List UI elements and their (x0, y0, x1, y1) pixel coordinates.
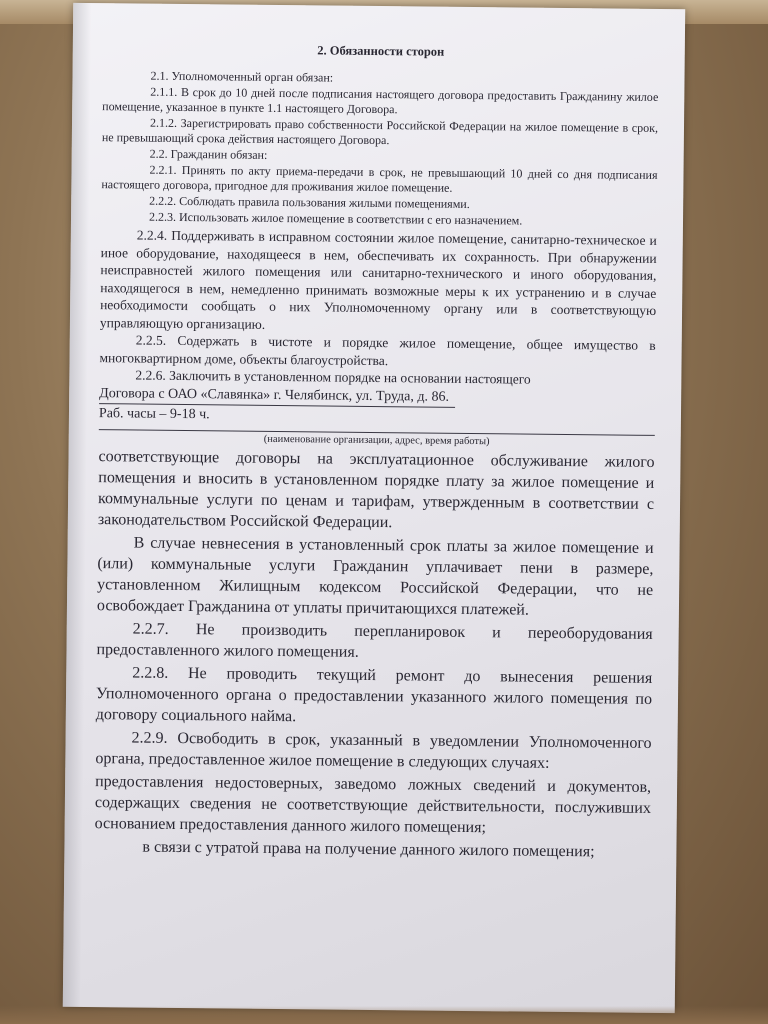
organization-fill-line: Договора с ОАО «Славянка» г. Челябинск, ул. Труда, д. 86. (99, 385, 455, 408)
clause-2-2-9-case-2: в связи с утратой права на получение данного жилого помещения; (142, 838, 595, 860)
clauses-small-text (101, 68, 659, 230)
clause-2-2-7: 2.2.7. Не производить перепланировок и переоборудования предоставленного жилого помещения. (96, 619, 653, 661)
clause-2-2-2: 2.2.2. Соблюдать правила пользования жилыми помещениями. (149, 193, 470, 211)
clause-2-2-3: 2.2.3. Использовать жилое помещение в соответствии с его назначением. (148, 209, 523, 228)
clause-2-2-8: 2.2.8. Не проводить текущий ремонт до вынесения решения Уполномоченного органа о предоставлении указанного жилого помещения по договору социального найма. (95, 663, 653, 725)
page-edge-shadow (63, 3, 92, 1007)
clause-2-2: 2.2. Гражданин обязан: (149, 146, 268, 162)
section-heading: 2. Обязанности сторон (317, 43, 445, 59)
clause-2-2-1: 2.2.1. Принять по акту приема-передачи в срок, не превышающий 10 дней со дня подписания настоящего договора, пригодное для проживания жилое помещение. (101, 162, 658, 195)
clause-2-2-6: 2.2.6. Заключить в установленном порядке на основании настоящего (135, 367, 531, 387)
organization-fill-in (99, 384, 656, 450)
penalty-paragraph: В случае невнесения в установленный срок платы за жилое помещение и (или) коммунальные услуги Гражданин уплачивает пени в размере, установленном Жилищным кодексом Российской Федерации, что не освобождает Гражданина от уплаты причитающихся платежей. (96, 533, 654, 619)
clause-2-2-5: 2.2.5. Содержать в чистоте и порядке жилое помещение, общее имущество в многоквартирном доме, объекты благоустройства. (99, 332, 656, 368)
clause-2-2-6-continuation: соответствующие договоры на эксплуатационное обслуживание жилого помещения и вносить в установленном порядке плату за жилое помещение и коммунальные услуги по ценам и тарифам, утвержденным в соответствии с законодательством Российской Федерации. (97, 447, 655, 531)
clause-2-2-9: 2.2.9. Освободить в срок, указанный в уведомлении Уполномоченного органа, предоставленное жилое помещение в следующих случаях: (95, 728, 652, 772)
clause-2-1-1: 2.1.1. В срок до 10 дней после подписания настоящего договора предоставить Гражданину жилое помещение, указанное в пункте 1.1 настоящего Договора. (102, 84, 659, 117)
clauses-medium-text (99, 226, 657, 389)
clause-2-2-4: 2.2.4. Поддерживать в исправном состоянии жилое помещение, санитарно-техническое и иное оборудование, находящееся в нем, обеспечивать их сохранность. При обнаружении неисправностей жилого помещения или санитарно-технического и иного оборудования, находящегося в нем, немедленно принимать возможные меры к их устранению и в случае необходимости сообщать о них Уполномоченному органу или в соответствующую управляющую организацию. (99, 227, 657, 332)
background-surface-bottom (0, 1006, 768, 1024)
fill-in-caption: (наименование организации, адрес, время работы) (99, 429, 655, 450)
working-hours-fill-line: Раб. часы – 9-18 ч. (98, 405, 210, 422)
clauses-large-text (94, 446, 654, 863)
clause-2-1: 2.1. Уполномоченный орган обязан: (150, 68, 334, 85)
clause-2-1-2: 2.1.2. Зарегистрировать право собственности Российской Федерации на жилое помещение в срок, не превышающий срока действия настоящего Договора. (101, 115, 659, 148)
document-content (94, 41, 659, 862)
document-page (63, 3, 685, 1013)
clause-2-2-9-case-1: предоставления недостоверных, заведомо ложных сведений и документов, содержащих сведения не соответствующие действительности, послуживших основанием предоставления данного жилого помещения; (94, 772, 652, 836)
